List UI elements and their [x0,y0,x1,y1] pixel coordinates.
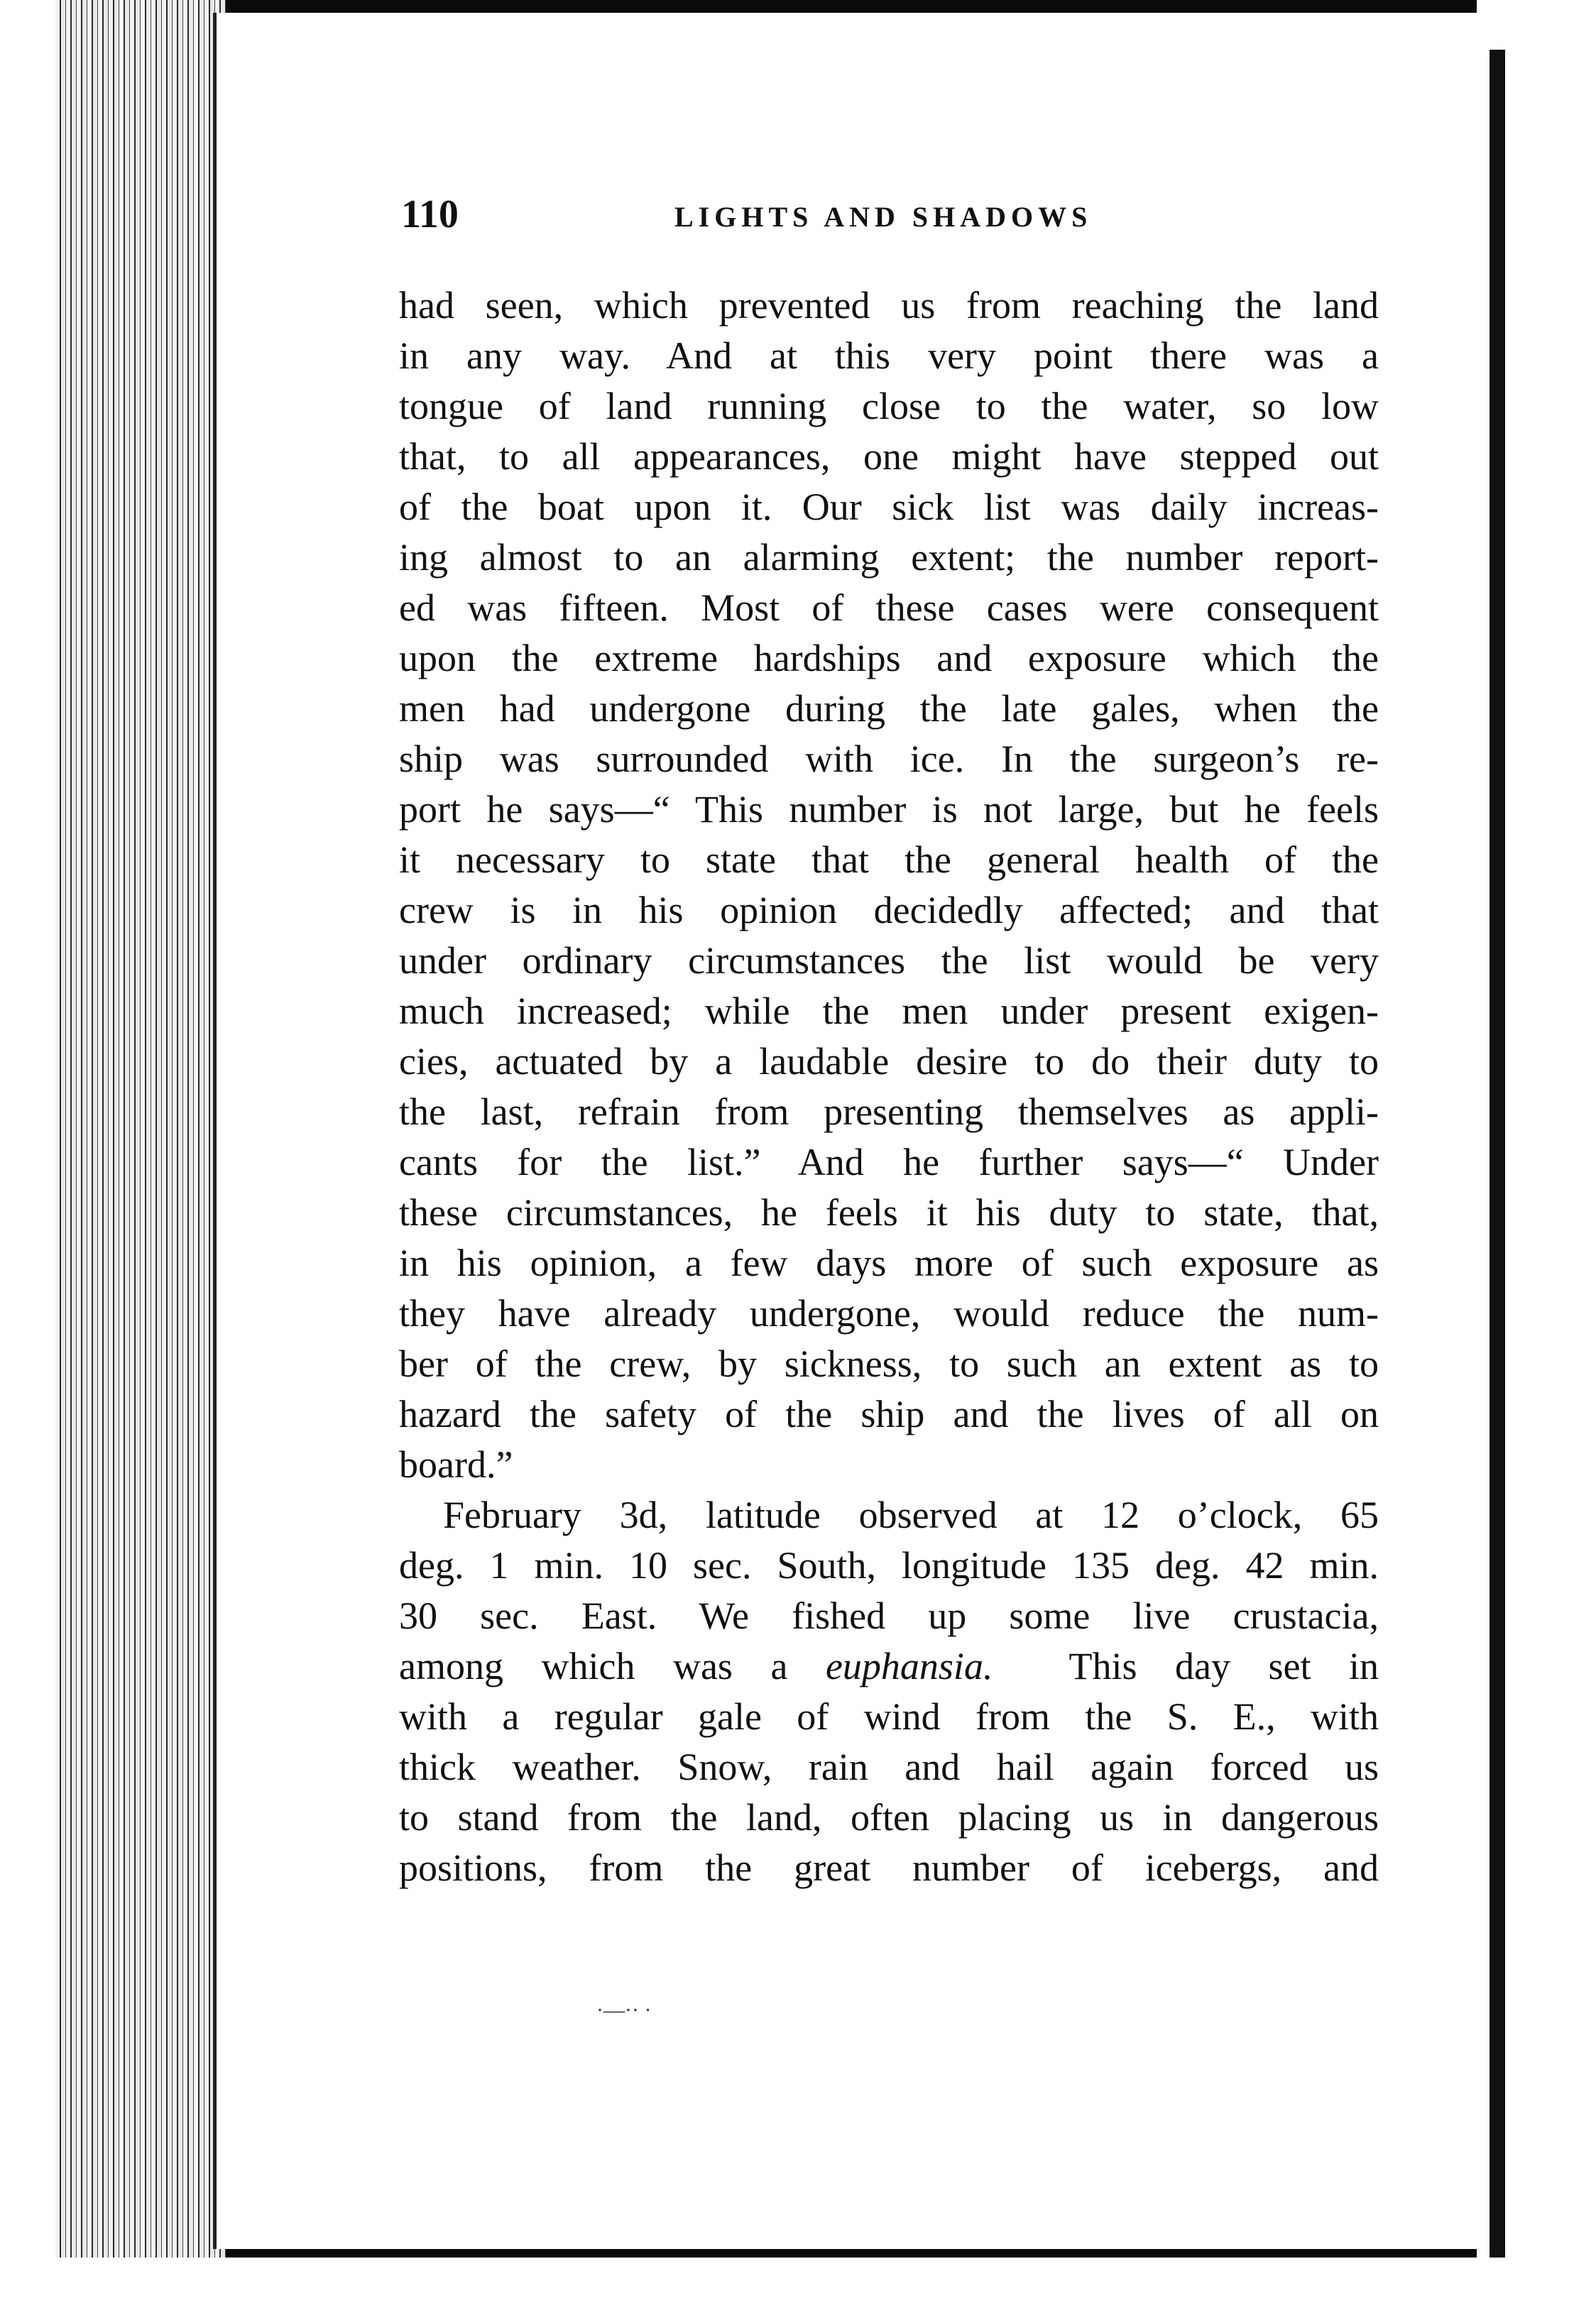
text-line: 30 sec. East. We fished up some live crustacia, [399,1594,1379,1637]
body-text [399,280,1379,1893]
text-line: men had undergone during the late gales, when the [399,687,1379,730]
text-line: had seen, which prevented us from reaching the land [399,284,1379,327]
page-header [401,192,1381,241]
text-line: it necessary to state that the general health of the [399,838,1379,881]
text-line: positions, from the great number of icebergs, and [399,1846,1379,1889]
text-line: ship was surrounded with ice. In the surgeon’s re- [399,738,1379,780]
text-line: in any way. And at this very point there was a [399,334,1379,377]
text-line: hazard the safety of the ship and the lives of all on [399,1393,1379,1435]
text-line: cies, actuated by a laudable desire to do their duty to [399,1040,1379,1083]
text-line: upon the extreme hardships and exposure which the [399,637,1379,679]
text-line: ed was fifteen. Most of these cases were consequent [399,586,1379,629]
text-line: that, to all appearances, one might have stepped out [399,435,1379,478]
running-head: LIGHTS AND SHADOWS [674,201,1093,233]
text-line: with a regular gale of wind from the S. E., with [399,1695,1379,1738]
text-line: to stand from the land, often placing us in dangerous [399,1796,1379,1839]
text-line: in his opinion, a few days more of such exposure as [399,1242,1379,1284]
text-line-mixed [399,1641,1379,1692]
text-line: port he says—“ This number is not large, but he feels [399,788,1379,831]
text-line: much increased; while the men under present exigen- [399,990,1379,1032]
binding-edge [1477,0,1596,2320]
text-line: crew is in his opinion decidedly affected; and that [399,889,1379,931]
print-specks: ·—·· · [596,1998,652,2022]
text-line: the last, refrain from presenting themselves as appli- [399,1090,1379,1133]
italic-term: euphansia. [825,1645,993,1687]
text-line: board.” [399,1443,513,1486]
text-line: February 3d, latitude observed at 12 o’clock, 65 [443,1494,1379,1536]
bottom-margin [0,2258,1596,2320]
text-line: under ordinary circumstances the list would be very [399,939,1379,982]
page-number: 110 [401,192,459,236]
text-line: cants for the list.” And he further says—“ Under [399,1141,1379,1183]
page-edges [55,0,226,2320]
text-segment: among which was a [399,1645,788,1687]
text-line: thick weather. Snow, rain and hail again forced us [399,1746,1379,1788]
text-segment: This day set in [1068,1645,1379,1687]
text-line: these circumstances, he feels it his duty to state, that, [399,1191,1379,1234]
text-line: tongue of land running close to the water, so low [399,385,1379,427]
text-line: deg. 1 min. 10 sec. South, longitude 135 deg. 42 min. [399,1544,1379,1587]
text-line: ber of the crew, by sickness, to such an extent as to [399,1342,1379,1385]
text-line: ing almost to an alarming extent; the number report- [399,536,1379,579]
text-line: they have already undergone, would reduce the num- [399,1292,1379,1335]
text-line: of the boat upon it. Our sick list was daily increas- [399,486,1379,528]
